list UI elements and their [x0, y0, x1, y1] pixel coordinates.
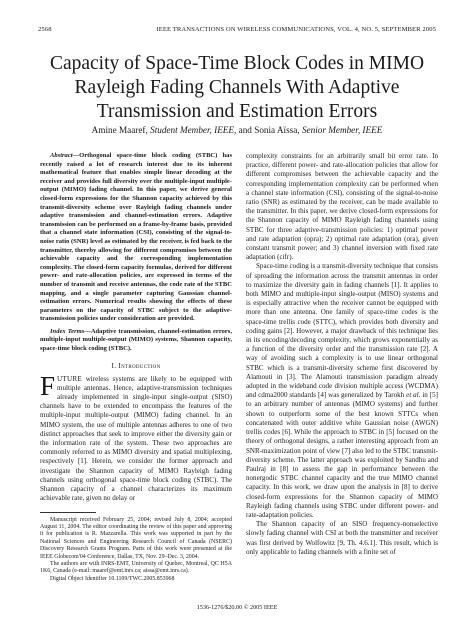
copyright-code: 1536-1276/$20.00 © 2005 IEEE	[196, 604, 278, 611]
intro-lead: UTURE	[57, 374, 83, 383]
abstract	[40, 152, 232, 324]
author-1-name: Amine Maaref,	[91, 125, 148, 135]
author-line	[38, 125, 436, 135]
intro-paragraph	[40, 370, 232, 504]
abstract-text: Orthogonal space-time block coding (STBC) has recently raised a lot of research interest due to its inherent mathematical feature that enables simple linear decoding at the receiver and provides full diversity over the multiple-input multiple-output (MIMO) fading channel. In this paper, we derive general closed-form expressions for the Shannon capacity achieved by this transmit-diversity scheme over Rayleigh fading channels under adaptive transmission and channel-estimation errors. Adaptive transmission can be performed on a frame-by-frame basis, provided that a channel state information (CSI), consisting of the signal-to-noise ratio (SNR) level as estimated by the receiver, is fed back to the transmitter, thereby allowing for different compromises between the achievable capacity and the corresponding implementation complexity. The closed-form capacity formulas, derived for different power- and rate-allocation policies, are expressed in terms of the number of transmit and receive antennas, the code rate of the STBC mapping, and a single parameter capturing Gaussian channel-estimation errors. Numerical results showing the effects of these parameters on the capacity of STBC subject to the adaptive-transmission policies under consideration are provided.	[40, 152, 232, 323]
intro-text: wireless systems are likely to be equipped with multiple antennas. Hence, adaptive-transmission techniques already implemented in single-input single-output (SISO) channels have to be extended to encompass the features of the multiple-input multiple-output (MIMO) fading channel. In an MIMO system, the use of multiple antennas adheres to one of two distinct approaches that seek to improve either the diversity gain or the information rate of the system. These two approaches are commonly referred to as MIMO diversity and spatial multiplexing, respectively [1]. Herein, we consider the former approach and investigate the Shannon capacity of MIMO Rayleigh fading channels using orthogonal space-time block coding (STBC). The Shannon capacity of a channel characterizes its maximum achievable rate, given no delay or	[40, 374, 232, 503]
left-column	[40, 152, 232, 583]
index-terms	[40, 328, 232, 354]
footnote-affiliation: The authors are with INRS-EMT, University of Quebec, Montreal, QC H5A 1K6, Canada (e-mail: maaref@emt.inrs.ca; aissa@emt.inrs.ca).	[40, 560, 232, 575]
index-terms-text: Adaptive transmission, channel-estimation errors, multiple-input multiple-output (MIMO) systems, Shannon capacity, space-time block coding (STBC).	[40, 327, 232, 353]
title-line-3: Transmission and Estimation Errors	[96, 101, 378, 122]
right-paragraph-3: The Shannon capacity of an SISO frequency-nonselective slowly fading channel with CSI at both the transmitter and receiver was first derived by Wolfowitz [9, Th. 4.6.1]. This result, which is only applicable to fading channels with a finite set of	[246, 520, 438, 556]
running-header	[38, 26, 436, 38]
title-line-1: Capacity of Space-Time Block Codes in MIMO	[49, 53, 425, 74]
title-line-2: Rayleigh Fading Channels With Adaptive	[74, 77, 400, 98]
footnote-doi: Digital Object Identifier 10.1109/TWC.2005.853968	[50, 575, 175, 582]
author-2-role: Senior Member, IEEE	[301, 125, 383, 135]
et-al: et al.	[406, 391, 421, 400]
journal-info: IEEE TRANSACTIONS ON WIRELESS COMMUNICATIONS, VOL. 4, NO. 5, SEPTEMBER 2005	[156, 26, 436, 33]
section-heading-intro: I. Introduction	[111, 361, 161, 370]
right-paragraph-2: Space-time coding is a transmit-diversity technique that consists of spreading the information across the transmit antennas in order to maximize the diversity gain in fading channels [1]. It applies to both MIMO and multiple-input single-output (MISO) systems and is especially attractive when the receiver cannot be equipped with more than one antenna. One family of space-time codes is the space-time trellis code (STTC), which provides both diversity and coding gains [2]. However, a major drawback of this technique lies in its encoding/decoding complexity, which grows exponentially as a function of the diversity order and the transmission rate [2]. A way of avoiding such a complexity is to use linear orthogonal STBC which is a transmit-diversity scheme first discovered by Alamouti in [3]. The Alamouti transmission paradigm already adopted in the wideband code division multiple access (WCDMA) and cdma2000 standards [4] was generalized by Tarokh et al. in [5] to an arbitrary number of antennas (MIMO systems) and further shown to outperform some of the best known STTCs when concatenated with outer additive white Gaussian noise (AWGN) trellis codes [6]. While the approach to STBC in [5] focused on the theory of orthogonal designs, a rather interesting approach from an SNR-maximization point of view [7] also led to the STBC transmit-diversity scheme. The latter approach was exploited by Sandhu and Paulraj in [8] to assess the gap in performance between the nonergodic STBC channel capacity and the true MIMO channel capacity. In this work, we draw upon the analysis in [8] to derive closed-form expressions for the Shannon capacity of MIMO Rayleigh fading channels using STBC under different power- and rate-adaptation policies.	[246, 262, 438, 519]
index-terms-label: Index Terms—	[50, 327, 91, 335]
page-number: 2568	[38, 26, 52, 33]
footnote-manuscript: Manuscript received February 25, 2004; revised July 8, 2004; accepted August 11, 2004. The editor coordinating the review of this paper and approving it for publication is R. Mazzarella. This work was supported in part by the National Sciences and Engineering Research Council of Canada (NSERC) Discovery Research Grants Program. Parts of this work were presented at the IEEE Globecom'04 Conference, Dallas, TX, Nov. 29–Dec. 3, 2004.	[40, 516, 232, 560]
paper-title	[38, 52, 436, 124]
right-paragraph-1: complexity constraints for an arbitrarily small bit error rate. In practice, different power- and rate-allocation policies that allow for different compromises between the achievable capacity and the corresponding implementation complexity can be performed when a channel state information (CSI), consisting of the signal-to-noise ratio (SNR) as estimated by the receiver, can be made available to the transmitter. In this paper, we derive closed-form expressions for the Shannon capacity of MIMO Rayleigh fading channels using STBC for three adaptive-transmission policies: 1) optimal power and rate adaptation (opra); 2) optimal rate adaptation (ora), given constant transmit power; and 3) channel inversion with fixed rate adaptation (cifr).	[246, 152, 438, 262]
author-1-role: Student Member, IEEE,	[150, 125, 237, 135]
right-column	[246, 152, 438, 557]
drop-cap: F	[40, 370, 56, 401]
footnote-rule	[40, 512, 96, 513]
abstract-label: Abstract—	[50, 152, 80, 159]
author-2-name: and Sonia Aïssa,	[238, 125, 300, 135]
